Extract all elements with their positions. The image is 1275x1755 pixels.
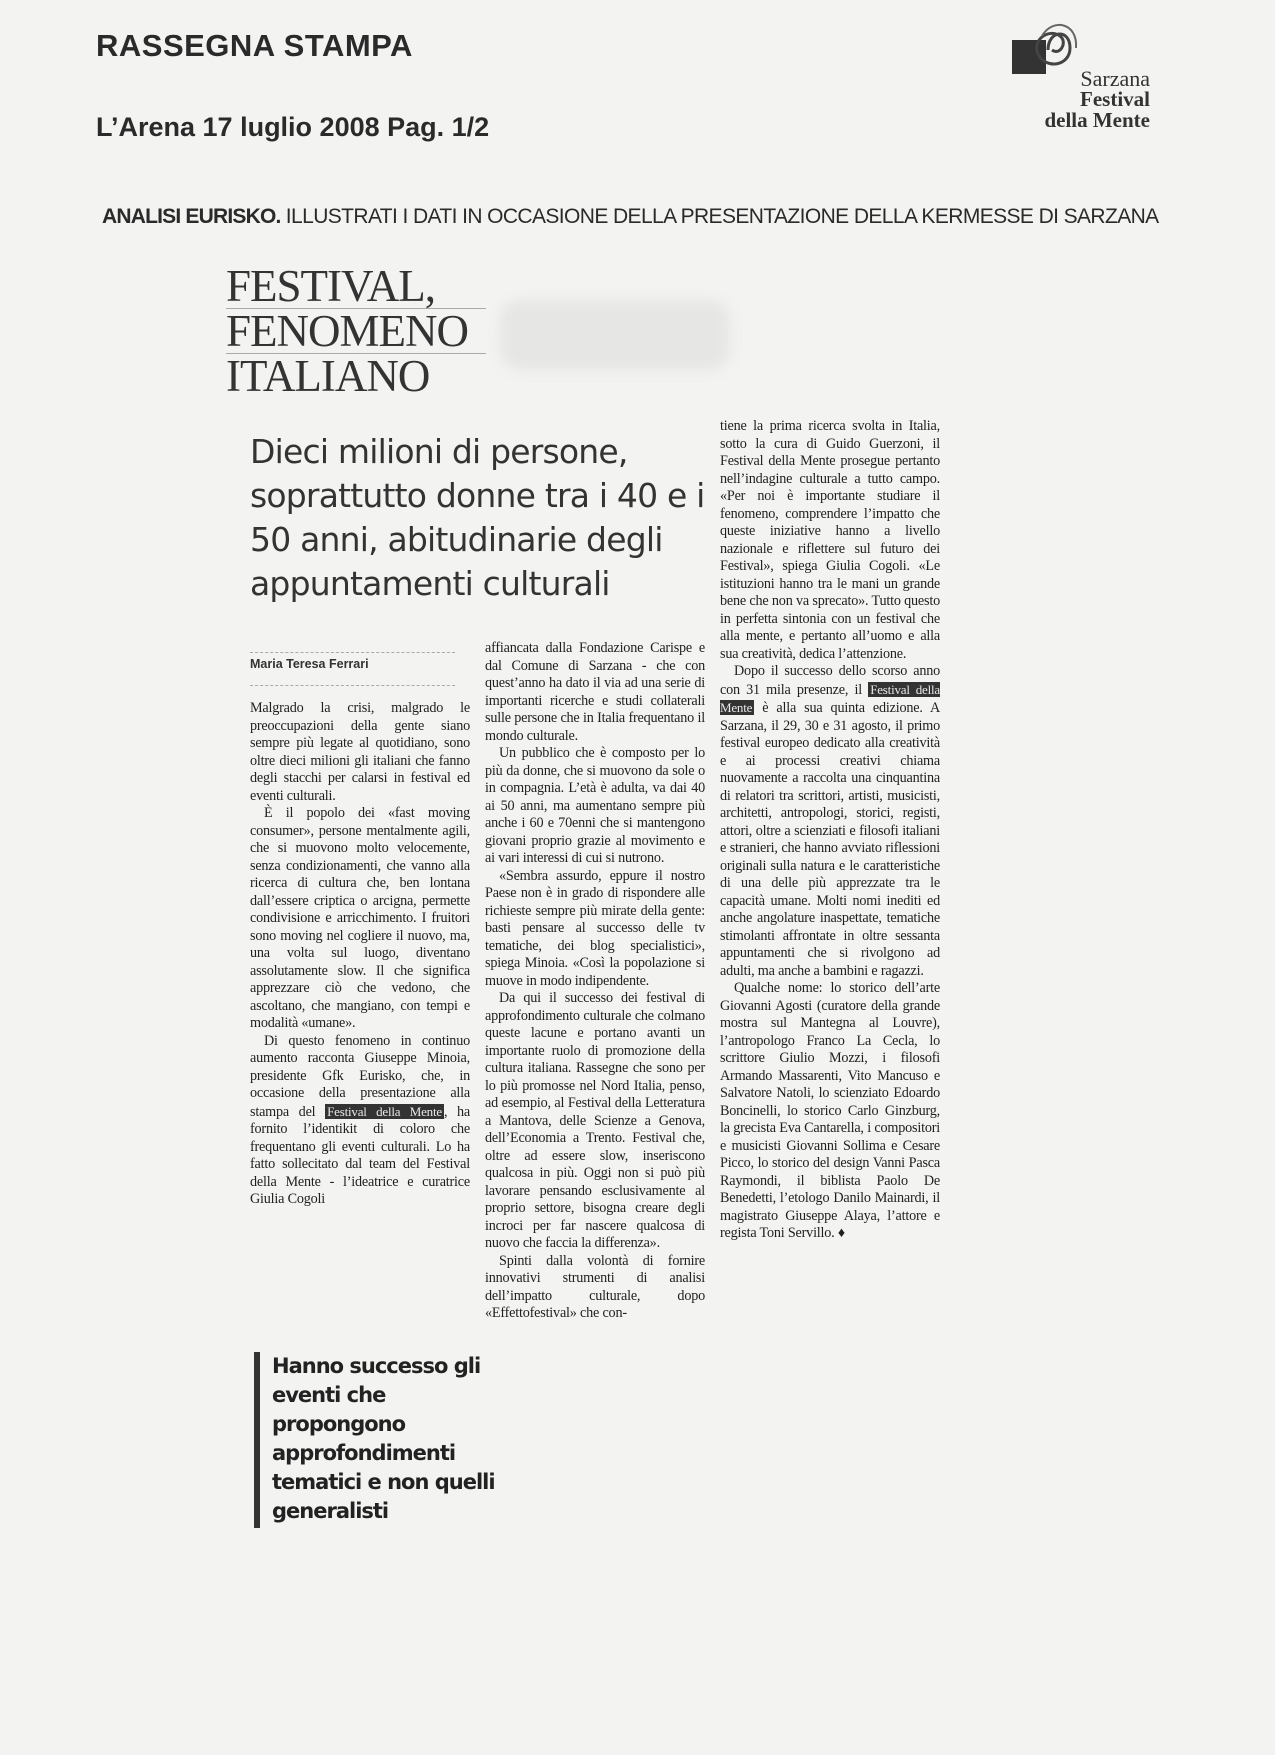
paragraph: Dopo il successo dello scorso anno con 31 mila presenze, il Festival della Mente è alla sua quinta edizione. A Sarzana, il 29, 30 e 31 agosto, il primo festival europeo dedicato alla creatività e ai processi creativi chiama nuovamente a raccolta una cinquantina di relatori tra scrittori, artisti, musicisti, architetti, antropologi, storici, registi, attori, oltre a scienziati e filosofi italiani e stranieri, che hanno avviato riflessioni originali sulla natura e le caratteristiche di una delle più apprezzate tra le capacità umane. Molti nomi inediti ed anche angolature inaspettate, tematiche stimolanti affrontate in oltre sessanta appuntamenti che si rivolgono ad adulti, ma anche a bambini e ragazzi. xyxy=(720,663,940,979)
logo-line-festival: Festival xyxy=(1080,87,1150,111)
headline xyxy=(226,261,606,401)
paragraph: Spinti dalla volontà di fornire innovativi strumenti di analisi dell’impatto culturale, dopo «Effettofestival» che con- xyxy=(485,1252,705,1321)
paragraph: Da qui il successo dei festival di approfondimento culturale che colmano queste lacune e portano avanti un importante ruolo di promozione della cultura italiana. Rassegne che sono per lo più promosse nel Nord Italia, penso, ad esempio, al Festival della Letteratura a Mantova, delle Scienze a Genova, dell’Economia a Trento. Festival che, oltre ad essere slow, inseriscono qualcosa in più. Oggi non si può più lavorare pensando esclusivamente al proprio settore, bisogna creare degli incroci per far nascere qualcosa di nuovo che faccia la differenza». xyxy=(485,990,705,1251)
pull-quote: Hanno successo gli eventi che propongono approfondimenti tematici e non quelli generalisti xyxy=(254,1352,497,1528)
highlighted-name: Festival della Mente xyxy=(327,1103,442,1119)
kicker-text: ILLUSTRATI I DATI IN OCCASIONE DELLA PRESENTAZIONE DELLA KERMESSE DI SARZANA xyxy=(280,205,1159,228)
paragraph: È il popolo dei «fast moving consumer», persone mentalmente agili, che si muovono molto velocemente, senza condizionamenti, che vanno alla ricerca di cultura che, ben lontana dall’essere criptica o arcigna, permette condivisione e arricchimento. I fruitori sono moving nel cogliere il nuovo, ma, una volta sul luogo, diventano assolutamente slow. Il che significa apprezzare ciò che vedono, che ascoltano, che mangiano, con tempi e modalità «umane». xyxy=(250,805,470,1031)
column-2 xyxy=(485,640,705,1323)
paragraph: Qualche nome: lo storico dell’arte Giovanni Agosti (curatore della grande mostra sul Mantegna al Louvre), l’antropologo Franco La Cecla, lo scrittore Giulio Mozzi, i filosofi Armando Massarenti, Vito Mancuso e Salvatore Natoli, lo scienziato Edoardo Boncinelli, lo storico Carlo Ginzburg, la grecista Eva Cantarella, i compositori e musicisti Giovanni Sollima e Cesare Picco, lo storico del design Vanni Pasca Raymondi, il biblista Paolo De Benedetti, l’etologo Danilo Mainardi, il magistrato Giuseppe Alaya, l’attore e regista Toni Servillo. ♦ xyxy=(720,980,940,1241)
paragraph: «Sembra assurdo, eppure il nostro Paese non è in grado di rispondere alle richieste sempre più mirate della gente: basti pensare al successo delle tv tematiche, dei blog specialistici», spiega Minoia. «Così la popolazione si muove in modo indipendente. xyxy=(485,867,705,989)
column-1 xyxy=(250,700,470,1209)
press-review-title: RASSEGNA STAMPA xyxy=(96,28,413,63)
paragraph: Di questo fenomeno in continuo aumento racconta Giuseppe Minoia, presidente Gfk Eurisko, che, in occasione della presentazione alla stampa del Festival della Mente , ha fornito l’identikit di coloro che frequentano gli eventi culturali. Lo ha fatto sollecitato dal team del Festival della Mente - l’ideatrice e curatrice Giulia Cogoli xyxy=(250,1032,471,1207)
headline-line-1: FESTIVAL, xyxy=(226,264,486,309)
column-3 xyxy=(720,418,940,1243)
article-kicker xyxy=(102,205,1159,229)
byline: Maria Teresa Ferrari xyxy=(250,652,455,686)
logo-line-della-mente: della Mente xyxy=(1044,108,1150,132)
kicker-bold: ANALISI EURISKO. xyxy=(102,205,281,228)
subheadline: Dieci milioni di persone, soprattutto donne tra i 40 e i 50 anni, abitudinarie degli appuntamenti culturali xyxy=(250,432,705,603)
paragraph: Un pubblico che è composto per lo più da donne, che si muovono da sole o in compagnia. L’età è adulta, va dai 40 ai 50 anni, ma aumentano sempre più anche i 60 e 70enni che si mantengono giovani proprio grazie al movimento e ai vari interessi di cui si nutrono. xyxy=(485,745,705,866)
headline-line-3: ITALIANO xyxy=(226,351,430,401)
source-line: L’Arena 17 luglio 2008 Pag. 1/2 xyxy=(96,112,490,142)
logo-line-sarzana: Sarzana xyxy=(1080,66,1150,91)
paragraph: affiancata dalla Fondazione Carispe e dal Comune di Sarzana - che con quest’anno ha dato il via ad una serie di importanti ricerche e studi collaterali sulle persone che in Italia frequentano il mondo culturale. xyxy=(485,640,705,744)
festival-logo xyxy=(1000,10,1160,140)
paragraph: Malgrado la crisi, malgrado le preoccupazioni della gente siano sempre più legate al quotidiano, sono oltre dieci milioni gli italiani che fanno degli stacchi per calarsi in festival ed eventi culturali. xyxy=(250,700,470,804)
highlighted-name: Festival della Mente xyxy=(720,681,940,715)
paragraph: tiene la prima ricerca svolta in Italia, sotto la cura di Guido Guerzoni, il Festival della Mente prosegue pertanto nell’indagine culturale a tutto campo. «Per noi è importante studiare il fenomeno, comprendere l’impatto che queste iniziative hanno a livello nazionale e riflettere sul futuro dei Festival», spiega Giulia Cogoli. «Le istituzioni hanno tra le mani un grande bene che non va sprecato». Tutto questo in perfetta sintonia con un festival che alla mente, e pertanto all’uomo e alla sua creatività, dedica l’attenzione. xyxy=(720,418,940,662)
headline-line-2: FENOMENO xyxy=(226,309,486,354)
